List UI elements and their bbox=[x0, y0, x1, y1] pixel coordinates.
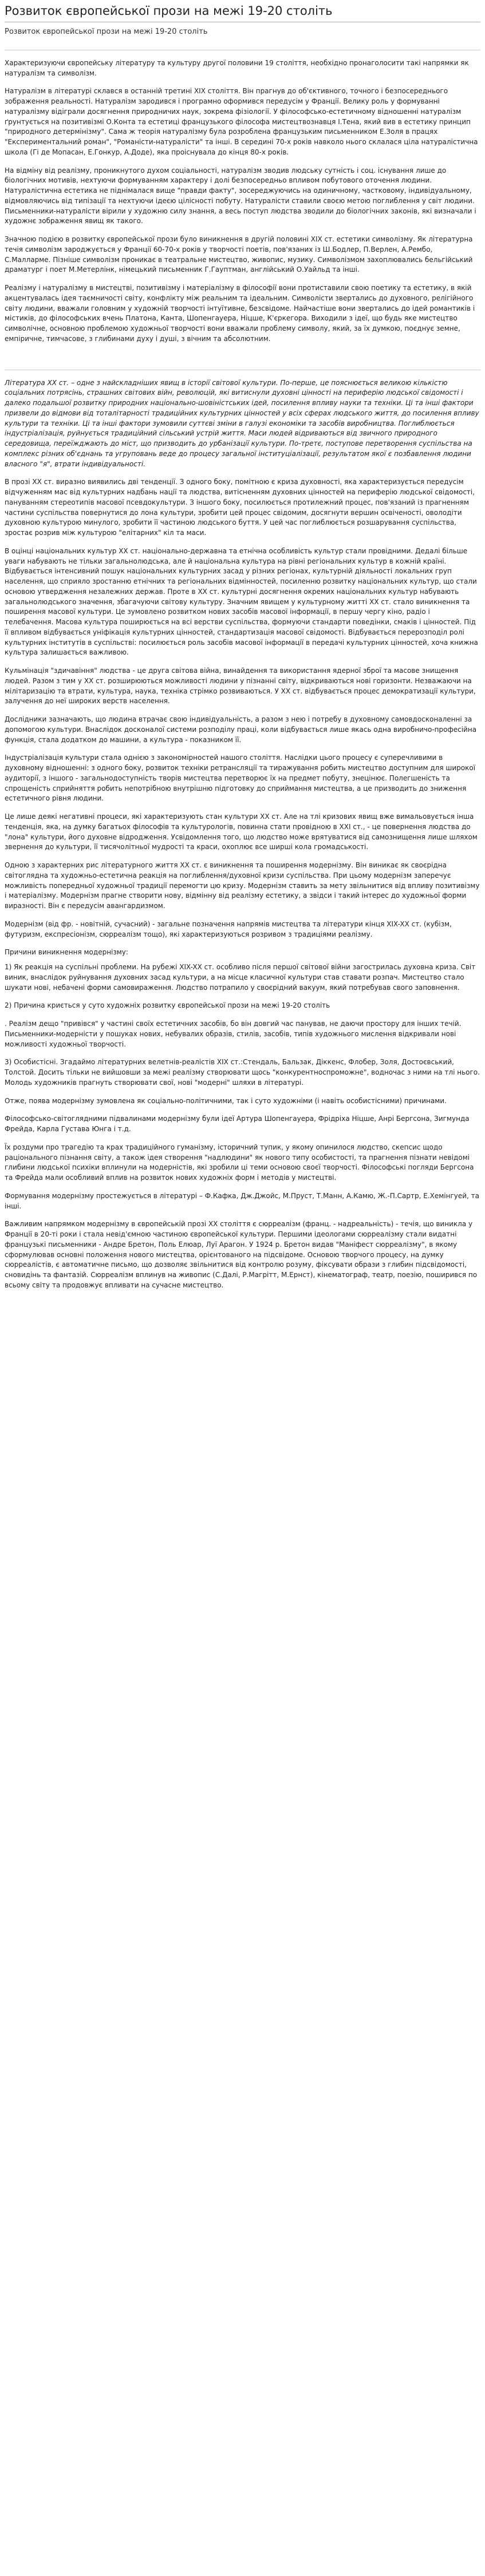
paragraph: Це лише деякі негативні процеси, які характеризують стан культури XX ст. Але на тлі кризових явищ вже вимальовується інша тенденція, яка, на думку багатьох філософів та культурологів, повинна стати провідною в XXI ст., - це повернення людства до "лона" культури, його духовне відродження. Усвідомлення того, що людство може врятуватися від самознищення лише шляхом звернення до культури, її тисячолітньої мудрості та краси, охоплює все ширші кола громадськості. bbox=[5, 813, 478, 851]
page-title: Розвиток європейської прози на межі 19-20 століть bbox=[5, 0, 480, 22]
paragraph: В оцінці національних культур XX ст. національно-державна та етнічна особливість культур стали провідними. Дедалі більше уваги набувають не тільки загальнолюдська, але й національна культура на рівні регіональних культур в кожній країні. Відбувається інтенсивний пошук національних культурних засад у різних регіонах, культурній діяльності локальних груп населення, що сприяло зростанню етнічних та регіональних відмінностей, посиленню розвитку національних культур, що стали основою утвердження незалежних держав. Проте в XX ст. культурні досягнення окремих національних культур набувають загальнолюдського значення, збагачуючи світову культуру. Значним явищем у культурному житті ХХ ст. стало виникнення та поширення масової культури. Це зумовлено розвитком нових засобів масової інформації, в першу чергу кіно, радіо і телебачення. Масова культура поширюється на всі верстви суспільства, формуючи стандарти поведінки, смаків і цінностей. Під її впливом відбувається уніфікація культурних цінностей, стандартизація масової свідомості. Відбувається перерозподіл ролі культурних інститутів в суспільстві: посилюється роль засобів масової інформації в передачі культурних цінностей, хоча книжна культура залишається важливою. bbox=[5, 546, 478, 657]
paragraph: Дослідники зазначають, що людина втрачає свою індивідуальність, а разом з нею і потребу в духовному самовдосконаленні за допомогою культури. Внаслідок досконалої системи розподілу праці, коли відбувається лише якась одна виробничо-професійна функція, стала додатком до машини, а культура - показником її. bbox=[5, 715, 477, 744]
paragraph: Натуралізм в літературі склався в останній третині XIX століття. Він прагнув до об'єктивного, точного і безпосереднього зображення реальності. Натуралізм зародився і програмно оформився передусім у Франції. Велику роль у формуванні натуралізму відіграли досягнення природничих наук, зокрема фізіології. У філософсько-естетичному відношенні натуралізм ґрунтується на позитивізмі О.Конта та естетиці французького філософа мистецтвознавця І.Тена, який вив в естетику принцип "природного детермінізму". Сама ж теорія натуралізму була розроблена французьким письменником Е.Золя в працях "Експериментальний роман", "Романісти-натуралісти" та інші. В середині 70-х років навколо нього склалася ціла натуралістична школа (Гі де Мопасан, Е.Гонкур, А.Доде), яка проіснувала до кінця 80-х років. bbox=[5, 87, 478, 156]
paragraph: . Реалізм дещо "привівся" у частині своїх естетичних засобів, бо він довгий час панував, не даючи простору для інших течій. Письменники-модерністи у пошуках нових, небувалих образів, стилів, засобів, типів художнього мислення відкривали нові можливості художньої творчості. bbox=[5, 1020, 462, 1048]
paragraph: Причини виникнення модернізму: bbox=[5, 948, 128, 957]
paragraph: 2) Причина криється у суто художніх розвитку європейської прози на межі 19-20 століть bbox=[5, 1001, 330, 1010]
paragraph: Характеризуючи європейську літературу та культуру другої половини 19 століття, необхідно пронаголосити такі напрямки як натуралізм та символізм. bbox=[5, 58, 469, 77]
paragraph: Індустріалізація культури стала однією з закономірностей нашого століття. Наслідки цього процесу є суперечливими в духовному відношенні: з одного боку, розвиток техніки ретрансляції та тиражування робить мистецтво доступним для широкої аудиторії, з іншого - загальнодоступність творів мистецтва перетворює їх на предмет побуту, знецінює. Полегшеність та спрощеність сприйняття робить непотрібною внутрішню підготовку до сприймання мистецтва, а це призводить до зниження естетичного рівня людини. bbox=[5, 754, 476, 803]
paragraph: Філософсько-світоглядними підвалинами модернізму були ідеї Артура Шопенгауера, Фрідріха Ніцше, Анрі Бергсона, Зигмунда Фрейда, Карла Густава Юнга і т.д. bbox=[5, 1115, 470, 1134]
paragraph: На відміну від реалізму, проникнутого духом соціальності, натуралізм зводив людську сутність і соц. існування лише до біологічних мотивів, нехтуючи формуванням характеру і долі безпосередньо впливом побутового оточення людини. Натуралістична естетика не піднімалася вище "правди факту", зосереджуючись на одиничному, частковому, індивідуальному, відмовляючись від типізації та нехтуючи ідеєю цілісності побуту. Натуралісти ставили своєю метою поглиблення у світ людини. Письменники-натуралісти вірили у художню силу знання, а весь поступ людства зводили до біологічних законів, які визначали і художнє зображення явищ як такого. bbox=[5, 166, 476, 225]
article-subtitle: Розвиток європейської прози на межі 19-20 століть bbox=[5, 27, 208, 37]
paragraph: Отже, поява модернізму зумовлена як соціально-політичними, так і суто художніми (і навіть особистісними) причинами. bbox=[5, 1096, 447, 1105]
paragraph: Значною подією в розвитку європейської прози було виникнення в другій половині XIX ст. естетики символізму. Як літературна течія символізм зароджується у Франції 60-70-х років у творчості поетів, пов'язаних із Ш.Бодлер, П.Верлен, А.Рембо, С.Малларме. Пізніше символізм проникає в театральне мистецтво, живопис, музику. Символізмом захоплювались бельгійський драматург і поет М.Метерлінк, німецький письменник Г.Гауптман, англійський О.Уайльд та інші. bbox=[5, 235, 473, 274]
paragraph: Їх роздуми про трагедію та крах традиційного гуманізму, історичний тупик, у якому опинилося людство, скепсис щодо раціонального пізнання світу, а також ідея створення "надлюдини" як нового типу особистості, та прагнення пізнати невідомі глибини людської психіки вплинули на модерністів, які зробили ці теми основою своєї творчості. Філософські погляди Бергсона та Фрейда мали особливий вплив на розвиток нових художніх форм і методів у мистецтві. bbox=[5, 1143, 474, 1182]
paragraph: Формування модернізму простежується в літературі – Ф.Кафка, Дж.Джойс, М.Пруст, Т.Манн, А.Камю, Ж.-П.Сартр, Е.Хемінгуей, та інші. bbox=[5, 1191, 480, 1210]
paragraph: В прозі XX ст. виразно виявились дві тенденції. З одного боку, помітною є криза духовності, яка характеризується передусім відчуженням мас від культурних надбань нації та людства, витісненням духовних цінностей на периферію людської свідомості, пануванням стереотипів масової псевдокультури. З іншого боку, посилюється протилежний процес, пов'язаний із прагненням частини суспільства повернутися до лона культури, зробити цей процес свідомим, досягнути вершин освіченості, оволодіти духовною культурою минулого, зробити її частиною людського буття. У цей час поглиблюється розшарування суспільства, зростає розрив між культурою "елітарних" кіл та маси. bbox=[5, 478, 475, 537]
paragraph: Одною з характерних рис літературного життя XX ст. є виникнення та поширення модернізму. Він виникає як своєрідна світоглядна та художньо-естетична реакція на поглиблення/духовної кризи суспільства. При цьому модернізм заперечує можливість попередньої художньої традиції перемогти цю кризу. Модернізм ставить за мету звільнитися від впливу позитивізму і матеріалізму. Модернізм прагне створити нову, відмінну від реалізму естетику, а звідси і такий інтерес до художньої форми виразності. Він є передусім авангардизмом. bbox=[5, 861, 480, 910]
paragraph: Література XX ст. – одне з найскладніших явищ в історії світової культури. По-перше, це пояснюється великою кількістю соціальних потрясінь, страшних світових війн, революцій, які витиснули духовні цінності на периферію людської свідомості і далеко подальшої розвитку природних національно-шовіністських ідей, посилення впливу науки та техніки. Ці та інші фактори призвели до відмови від тоталітарності традиційних культурних цінностей у всіх сферах людського життя, до посилення впливу культури та техніки. Ці та інші фактори зумовили суттєві зміни в галузі економіки та засобів виробництва. Поглиблюється індустріалізація, руйнується традиційний сільський устрій життя. Маси людей відриваються від звичного природного середовища, переїжджають до міст, що призводить до урбанізації культури. По-третє, поступове перетворення суспільства на комплекс різних об'єднань та угруповань веде до процесу загальної інституціалізації, результатом якої є позбавлення людини власного "я", втрати індивідуальності. bbox=[5, 378, 479, 468]
paragraph: Модернізм (від фр. - новітній, сучасний) - загальне позначення напрямів мистецтва та літератури кінця XIX-XX ст. (кубізм, футуризм, експресіонізм, сюрреалізм тощо), які характеризуються розривом з традиціями реалізму. bbox=[5, 920, 452, 938]
paragraph: 1) Як реакція на суспільні проблеми. На рубежі XIX-XX ст. особливо після першої світової війни загострилась духовна криза. Світ виник, внаслідок руйнування духовних засад культури, а на місце класичної культури став ставати розпач. Мистецтво стало шукати нові, небачені форми самовираження. Людство потрапило у своєрідний вакуум, який потребував свого заповнення. bbox=[5, 963, 476, 992]
paragraph: Реалізму і натуралізму в мистецтві, позитивізму і матеріалізму в філософії вони протиставили свою поетику та естетику, в якій акцентувалась ідея таємничості світу, конфлікту між реальним та ідеальним. Символісти звертались до духовного, релігійного світу людини, вважали головним у художній творчості інтуїтивне, безсвідоме. Найчастіше вони звертались до ідей романтиків і містиків, до філософських вчень Платона, Канта, Шопенгауера, Ніцше, К'єркегора. Виходили з ідеї, що будь яке мистецтво символічне, основною проблемою художньої творчості вони вважали проблему символу, який, за їх думкою, поєднує земне, емпіричне, тимчасове, з глибинами духу і душі, з вічним та абсолютним. bbox=[5, 284, 475, 343]
paragraph: Важливим напрямком модернізму в європейській прозі XX століття є сюрреалізм (франц. - надреальність) - течія, що виникла у Франції в 20-ті роки і стала невід'ємною частиною європейської культури. Першими ідеологами сюрреалізму стали видатні французькі письменники - Андре Бретон, Поль Елюар, Луї Арагон. У 1924 р. Бретон видав "Маніфест сюрреалізму", в якому сформулював основні положення нового мистецтва, орієнтованого на підсвідоме. Основою творчого процесу, на думку сюрреалістів, є автоматичне письмо, що дозволяє звільнитися від контролю розуму, фіксувати образи з глибин підсвідомості, сновидінь та фантазій. Сюрреалізм вплинув на живопис (С.Далі, Р.Магрітт, М.Ернст), кінематограф, театр, поезію, поширився по всьому світу та продовжує впливати на сучасне мистецтво. bbox=[5, 1220, 478, 1289]
paragraph: 3) Особистісні. Згадаймо літературних велетнів-реалістів XIX ст.:Стендаль, Бальзак, Діккенс, Флобер, Золя, Достоєвський, Толстой. Досить тільки не вийшовши за межі реалізму створювати щось "конкурентноспроможне", водночас з ними на тлі нього. Молодь художників прагнуть створювати свої, нові "модерні" шляхи в літературі. bbox=[5, 1058, 480, 1087]
paragraph: Кульмінація "здичавіння" людства - це друга світова війна, винайдення та використання ядерної зброї та масове знищення людей. Разом з тим у XX ст. розширюються можливості людини у пізнанні світу, відкриваються нові горизонти. Незважаючи на мілітаризацію та втрати, культура, наука, техніка стрімко розвиваються. У XX ст. відбувається процес демократизації культури, залучення до неї широких верств населення. bbox=[5, 667, 476, 706]
